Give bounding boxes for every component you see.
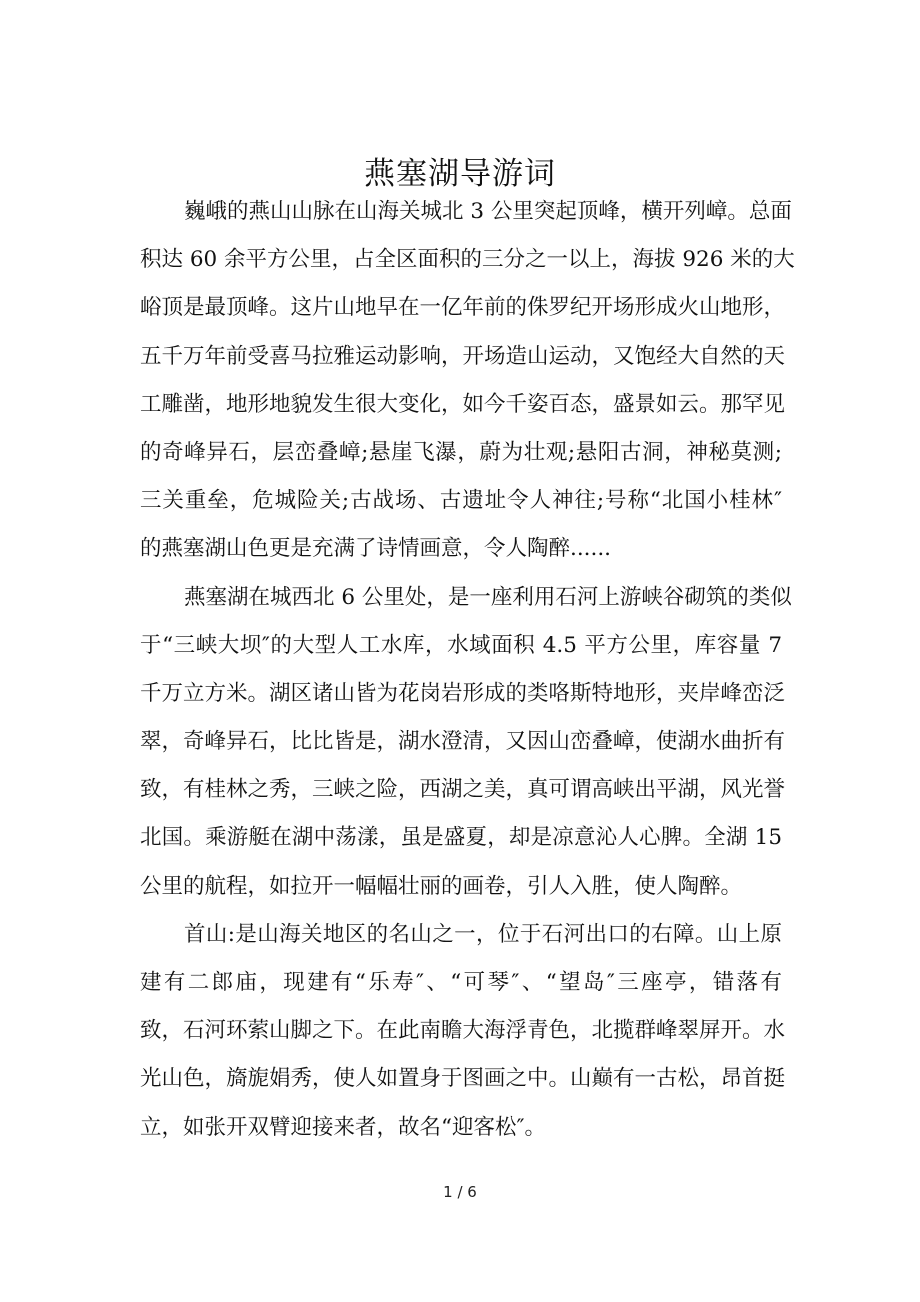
- paragraph-line: 光山色，旖旎娟秀，使人如置身于图画之中。山巅有一古松，昂首挺: [140, 1066, 786, 1092]
- paragraph-line: 立，如张开双臂迎接来者，故名“迎客松″。: [140, 1114, 547, 1140]
- document-title: 燕塞湖导游词: [364, 156, 556, 192]
- paragraph-line: 建有二郎庙，现建有“乐寿″、“可琴″、“望岛″三座亭，错落有: [140, 970, 782, 995]
- paragraph-line: 的奇峰异石，层峦叠嶂;悬崖飞瀑，蔚为壮观;悬阳古洞，神秘莫测;: [140, 439, 782, 465]
- paragraph-line: 巍峨的燕山山脉在山海关城北 3 公里突起顶峰，横开列嶂。总面: [184, 199, 792, 224]
- paragraph-line: 积达 60 余平方公里，占全区面积的三分之一以上，海拔 926 米的大: [140, 247, 795, 273]
- paragraph-line: 千万立方米。湖区诸山皆为花岗岩形成的类咯斯特地形，夹岸峰峦泛: [140, 680, 786, 706]
- paragraph-line: 峪顶是最顶峰。这片山地早在一亿年前的侏罗纪开场形成火山地形，: [140, 295, 786, 321]
- paragraph-line: 首山:是山海关地区的名山之一，位于石河出口的右障。山上原: [184, 921, 782, 947]
- paragraph-line: 五千万年前受喜马拉雅运动影响，开场造山运动，又饱经大自然的天: [140, 343, 786, 369]
- paragraph-line: 致，有桂林之秀，三峡之险，西湖之美，真可谓高峡出平湖，风光誉: [140, 777, 786, 803]
- paragraph-line: 公里的航程，如拉开一幅幅壮丽的画卷，引人入胜，使人陶醉。: [140, 873, 743, 899]
- paragraph-line: 北国。乘游艇在湖中荡漾，虽是盛夏，却是凉意沁人心脾。全湖 15: [140, 825, 782, 851]
- paragraph: [140, 192, 795, 578]
- paragraph: [140, 578, 792, 915]
- document-body: [140, 192, 795, 1156]
- page-number: 1 / 6: [443, 1183, 477, 1201]
- paragraph: [140, 915, 786, 1156]
- paragraph-line: 翠，奇峰异石，比比皆是，湖水澄清，又因山峦叠嶂，使湖水曲折有: [140, 729, 786, 755]
- paragraph-line: 致，石河环萦山脚之下。在此南瞻大海浮青色，北揽群峰翠屏开。水: [140, 1018, 786, 1044]
- paragraph-line: 燕塞湖在城西北 6 公里处，是一座利用石河上游峡谷砌筑的类似: [184, 584, 792, 610]
- paragraph-line: 工雕凿，地形地貌发生很大变化，如今千姿百态，盛景如云。那罕见: [140, 391, 786, 417]
- paragraph-line: 的燕塞湖山色更是充满了诗情画意，令人陶醉......: [140, 536, 612, 562]
- paragraph-line: 于“三峡大坝″的大型人工水库，水域面积 4.5 平方公里，库容量 7: [140, 632, 782, 658]
- paragraph-line: 三关重垒，危城险关;古战场、古遗址令人神往;号称“北国小桂林″: [140, 488, 782, 514]
